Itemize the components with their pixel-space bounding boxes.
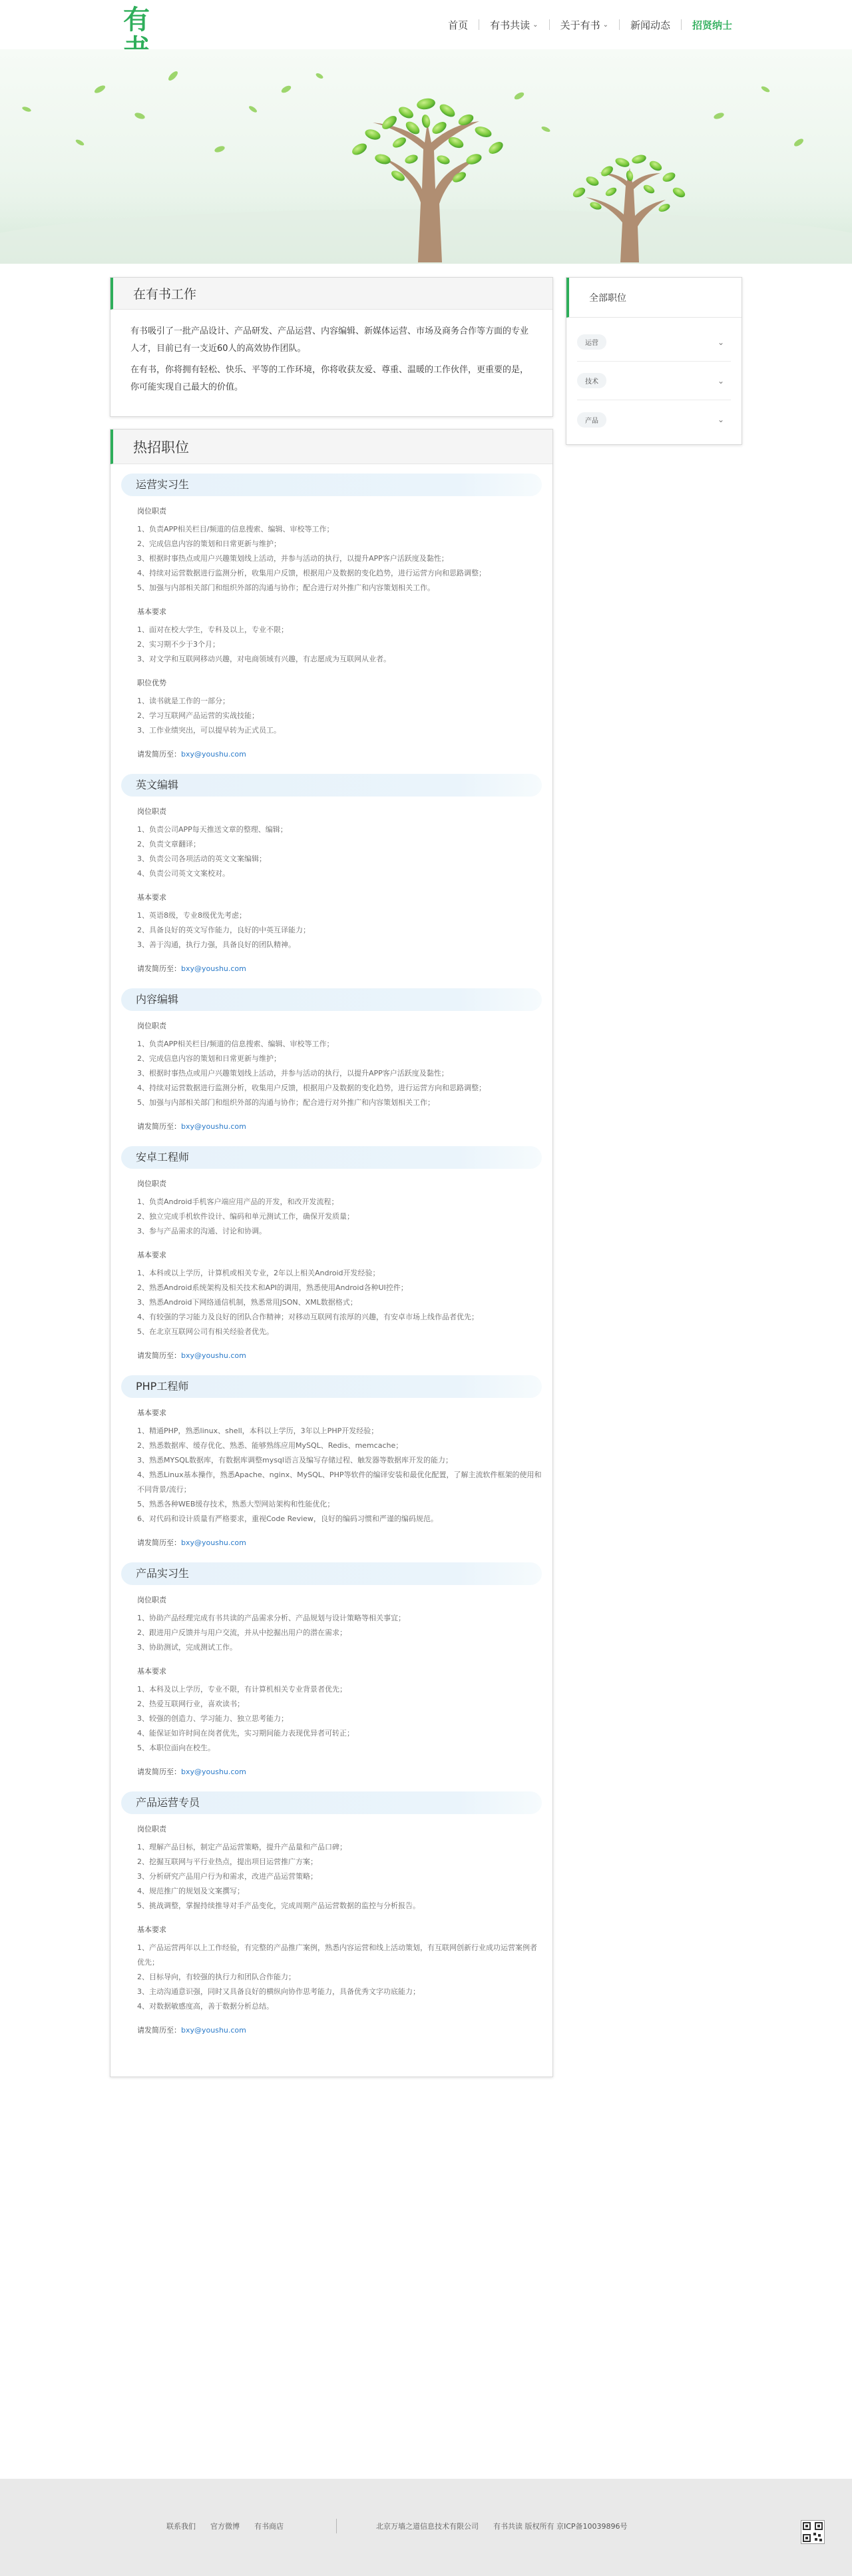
job-section [121, 1020, 542, 1110]
list-item: 4、对数据敏感度高，善于数据分析总结。 [137, 2002, 274, 2011]
section-heading: 岗位职责 [137, 507, 166, 515]
list-item: 2、负责文章翻译； [137, 840, 200, 848]
contact-email-link[interactable]: bxy@youshu.com [181, 2026, 246, 2035]
list-item: 4、规范推广的规划及文案撰写； [137, 1887, 244, 1895]
list-item: 1、本科或以上学历，计算机或相关专业，2年以上相关Android开发经验； [137, 1269, 380, 1277]
footer-link-store[interactable]: 有书商店 [254, 2522, 284, 2531]
list-item: 4、负责公司英文文案校对。 [137, 869, 230, 878]
contact-line [121, 1766, 542, 1777]
list-item: 4、能保证如许时间在岗者优先，实习期间能力表现优异者可转正； [137, 1729, 354, 1738]
contact-label: 请发简历至： [137, 1351, 181, 1360]
job-posting [121, 1146, 542, 1361]
section-heading: 基本要求 [137, 893, 166, 902]
footer-link-contact[interactable]: 联系我们 [166, 2522, 196, 2531]
logo-glyph: 有 [123, 5, 150, 35]
list-item: 4、持续对运营数据进行监测分析，收集用户反馈，根据用户及数据的变化趋势，进行运营方向和思路调整； [137, 1084, 486, 1092]
nav-youshu-reading[interactable] [490, 18, 538, 32]
job-posting [121, 1562, 542, 1777]
contact-label: 请发简历至： [137, 750, 181, 759]
section-heading: 岗位职责 [137, 1179, 166, 1188]
list-item: 1、负责公司APP每天推送文章的整理、编辑； [137, 825, 288, 834]
list-item: 1、面对在校大学生，专科及以上，专业不限； [137, 625, 288, 634]
job-section [121, 1823, 542, 1913]
category-list [566, 318, 742, 444]
section-heading: 基本要求 [137, 1251, 166, 1259]
list-item: 1、产品运营两年以上工作经验，有完整的产品推广案例，熟悉内容运营和线上活动策划，有互联网创新行业成功运营案例者优先； [137, 1943, 537, 1967]
list-item: 5、本职位面向在校生。 [137, 1744, 215, 1752]
contact-line [121, 749, 542, 759]
list-item: 1、负责Android手机客户端应用产品的开发，和改开发流程； [137, 1197, 339, 1206]
category-tech[interactable] [577, 362, 731, 400]
jobs-title: 热招职位 [110, 430, 552, 464]
main-nav [428, 0, 732, 49]
list-item: 3、分析研究产品用户行为和需求，改进产品运营策略； [137, 1872, 318, 1881]
list-item: 1、精通PHP，熟悉linux、shell，本科以上学历，3年以上PHP开发经验； [137, 1427, 379, 1435]
section-heading: 岗位职责 [137, 1825, 166, 1833]
job-section [121, 1924, 542, 2014]
contact-line [121, 1350, 542, 1361]
list-item: 3、熟悉Android下网络通信机制，熟悉常用JSON、XML数据格式； [137, 1298, 357, 1307]
contact-label: 请发简历至： [137, 1768, 181, 1776]
job-section [121, 1666, 542, 1756]
footer-copyright [376, 2521, 642, 2531]
list-item: 5、熟悉各种WEB缓存技术，熟悉大型网站架构和性能优化； [137, 1500, 335, 1508]
job-title[interactable]: PHP工程师 [121, 1375, 542, 1398]
footer-links [166, 2521, 298, 2531]
contact-label: 请发简历至： [137, 2026, 181, 2035]
contact-email-link[interactable]: bxy@youshu.com [181, 1768, 246, 1776]
top-navigation-bar [0, 0, 852, 49]
list-item: 1、协助产品经理完成有书共读的产品需求分析、产品规划与设计策略等相关事宜； [137, 1614, 405, 1622]
nav-divider [681, 19, 682, 30]
job-posting [121, 1791, 542, 2035]
contact-email-link[interactable]: bxy@youshu.com [181, 1122, 246, 1131]
job-posting [121, 474, 542, 759]
job-posting [121, 1375, 542, 1548]
job-section [121, 606, 542, 667]
nav-news[interactable] [630, 18, 670, 32]
list-item: 2、熟悉Android系统架构及相关技术和API的调用，熟悉使用Android各种UI控件； [137, 1283, 408, 1292]
list-item: 3、根据时事热点或用户兴趣策划线上活动，并参与活动的执行，以提升APP客户活跃度及黏性； [137, 1069, 449, 1078]
sidebar-title: 全部职位 [566, 278, 742, 318]
category-label: 运营 [577, 334, 606, 350]
nav-careers[interactable] [692, 18, 732, 32]
list-item: 3、善于沟通，执行力强，具备良好的团队精神。 [137, 940, 296, 949]
footer-divider [336, 2519, 337, 2533]
chevron-down-icon: ⌄ [717, 337, 724, 347]
job-section [121, 1594, 542, 1655]
category-label: 产品 [577, 412, 606, 428]
list-item: 1、本科及以上学历，专业不限，有计算机相关专业背景者优先； [137, 1685, 347, 1694]
job-title[interactable]: 产品实习生 [121, 1562, 542, 1585]
list-item: 3、参与产品需求的沟通、讨论和协调。 [137, 1227, 266, 1235]
list-item: 6、对代码和设计质量有严格要求，重视Code Review，良好的编码习惯和严谨的编码规范。 [137, 1514, 438, 1523]
contact-email-link[interactable]: bxy@youshu.com [181, 1538, 246, 1547]
contact-label: 请发简历至： [137, 964, 181, 973]
contact-label: 请发简历至： [137, 1538, 181, 1547]
chevron-down-icon: ⌄ [602, 21, 608, 29]
list-item: 2、实习期不少于3个月； [137, 640, 220, 649]
nav-divider [619, 19, 620, 30]
section-heading: 岗位职责 [137, 1596, 166, 1604]
category-label: 技术 [577, 373, 606, 388]
chevron-down-icon: ⌄ [717, 415, 724, 424]
section-heading: 基本要求 [137, 607, 166, 616]
contact-email-link[interactable]: bxy@youshu.com [181, 750, 246, 759]
job-title[interactable]: 英文编辑 [121, 774, 542, 797]
list-item: 5、在北京互联网公司有相关经验者优先。 [137, 1327, 274, 1336]
list-item: 1、负责APP相关栏目/频道的信息搜索、编辑、审校等工作； [137, 525, 334, 533]
list-item: 1、负责APP相关栏目/频道的信息搜索、编辑、审校等工作； [137, 1040, 334, 1048]
job-section [121, 1178, 542, 1239]
job-section [121, 1249, 542, 1339]
list-item: 3、主动沟通意识强，同时又具备良好的横纵向协作思考能力，具备优秀文字功底能力； [137, 1987, 420, 1996]
list-item: 3、负责公司各项活动的英文文案编辑； [137, 854, 266, 863]
list-item: 2、熟悉数据库、缓存优化、熟悉、能够熟练应用MySQL、Redis、memcache； [137, 1441, 403, 1450]
list-item: 1、理解产品目标，制定产品运营策略，提升产品量和产品口碑； [137, 1843, 347, 1851]
list-item: 2、独立完成手机软件设计、编码和单元测试工作，确保开发质量； [137, 1212, 354, 1221]
category-card [566, 277, 742, 445]
sidebar [566, 277, 742, 445]
list-item: 2、热爱互联网行业，喜欢读书； [137, 1700, 244, 1708]
job-section [121, 806, 542, 881]
nav-home-label: 首页 [448, 19, 469, 31]
list-item: 2、学习互联网产品运营的实战技能； [137, 711, 259, 720]
job-posting [121, 988, 542, 1131]
intro-paragraph: 在有书，你将拥有轻松、快乐、平等的工作环境，你将收获友爱、尊重、温暖的工作伙伴，更重要的是，你可能实现自己最大的价值。 [130, 365, 529, 392]
list-item: 2、具备良好的英文写作能力，良好的中英互译能力； [137, 926, 310, 934]
list-item: 2、跟进用户反馈并与用户交流，并从中挖掘出用户的潜在需求； [137, 1628, 347, 1637]
qr-code-icon[interactable] [801, 2520, 825, 2544]
contact-label: 请发简历至： [137, 1122, 181, 1131]
list-item: 4、熟悉Linux基本操作，熟悉Apache、nginx、MySQL、PHP等软件的编译安装和最优化配置，了解主流软件框架的使用和不同背景/流行； [137, 1470, 542, 1494]
chevron-down-icon: ⌄ [717, 376, 724, 386]
list-item: 2、挖掘互联网与平行业热点，提出项目运营推广方案； [137, 1857, 318, 1866]
list-item: 5、加强与内部相关部门和组织外部的沟通与协作；配合进行对外推广和内容策划相关工作； [137, 1098, 435, 1107]
footer [0, 2479, 852, 2576]
nav-divider [549, 19, 550, 30]
contact-line [121, 963, 542, 974]
section-heading: 岗位职责 [137, 1022, 166, 1030]
jobs-list [110, 464, 552, 2077]
job-title[interactable]: 内容编辑 [121, 988, 542, 1011]
intro-body [110, 310, 552, 416]
tree-illustration [0, 49, 852, 264]
list-item: 2、完成信息内容的策划和日常更新与维护； [137, 1054, 281, 1063]
job-title[interactable]: 运营实习生 [121, 474, 542, 496]
nav-youshu-reading-label: 有书共读 [490, 19, 531, 31]
job-title[interactable]: 产品运营专员 [121, 1791, 542, 1814]
list-item: 4、持续对运营数据进行监测分析，收集用户反馈，根据用户及数据的变化趋势，进行运营方向和思路调整； [137, 569, 486, 577]
list-item: 5、加强与内部相关部门和组织外部的沟通与协作；配合进行对外推广和内容策划相关工作。 [137, 583, 435, 592]
section-heading: 职位优势 [137, 679, 166, 687]
list-item: 4、有较强的学习能力及良好的团队合作精神；对移动互联网有浓厚的兴趣，有安卓市场上线作品者优先； [137, 1313, 479, 1321]
job-section [121, 677, 542, 738]
nav-news-label: 新闻动态 [630, 19, 670, 31]
main-content [110, 277, 553, 2077]
section-heading: 基本要求 [137, 1925, 166, 1934]
list-item: 5、挑战调整，掌握持续推导对手产品变化，完成周期产品运营数据的监控与分析报告。 [137, 1901, 420, 1910]
job-posting [121, 774, 542, 974]
nav-home[interactable] [448, 18, 468, 32]
contact-line [121, 2025, 542, 2035]
intro-card [110, 277, 553, 417]
footer-icp: 有书共读 版权所有 京ICP备10039896号 [493, 2522, 628, 2531]
list-item: 3、根据时事热点或用户兴趣策划线上活动，并参与活动的执行，以提升APP客户活跃度及黏性； [137, 554, 449, 563]
nav-about[interactable] [560, 18, 608, 32]
category-product[interactable] [577, 400, 731, 439]
category-operations[interactable] [577, 323, 731, 362]
footer-company: 北京万墙之道信息技术有限公司 [376, 2522, 479, 2531]
contact-email-link[interactable]: bxy@youshu.com [181, 964, 246, 973]
job-section [121, 505, 542, 595]
contact-line [121, 1121, 542, 1131]
contact-email-link[interactable]: bxy@youshu.com [181, 1351, 246, 1360]
list-item: 1、英语8级，专业8级优先考虑； [137, 911, 246, 920]
list-item: 3、熟悉MYSQL数据库，有数据库调整mysql语言及编写存储过程、触发器等数据库开发的能力； [137, 1456, 453, 1464]
youshu-logo[interactable] [120, 5, 153, 44]
intro-paragraph: 有书吸引了一批产品设计、产品研发、产品运营、内容编辑、新媒体运营、市场及商务合作等方面的专业人才，目前已有一支近60人的高效协作团队。 [130, 326, 529, 354]
jobs-card [110, 429, 553, 2077]
list-item: 2、目标导向，有较强的执行力和团队合作能力； [137, 1973, 296, 1981]
section-heading: 岗位职责 [137, 807, 166, 816]
list-item: 3、对文学和互联网移动兴趣，对电商领域有兴趣，有志愿成为互联网从业者。 [137, 655, 391, 663]
chevron-down-icon: ⌄ [532, 21, 538, 29]
hero-banner [0, 49, 852, 264]
nav-about-label: 关于有书 [560, 19, 600, 31]
nav-careers-label: 招贤纳士 [692, 19, 732, 31]
job-section [121, 1407, 542, 1526]
job-title[interactable]: 安卓工程师 [121, 1146, 542, 1169]
section-heading: 基本要求 [137, 1667, 166, 1676]
list-item: 3、较强的创造力、学习能力、独立思考能力； [137, 1714, 288, 1723]
list-item: 1、读书就是工作的一部分； [137, 697, 230, 705]
contact-line [121, 1537, 542, 1548]
list-item: 3、协助测试，完成测试工作。 [137, 1643, 237, 1652]
list-item: 3、工作业绩突出，可以提早转为正式员工。 [137, 726, 281, 735]
job-section [121, 892, 542, 952]
intro-title: 在有书工作 [110, 278, 552, 310]
list-item: 2、完成信息内容的策划和日常更新与维护； [137, 539, 281, 548]
footer-link-weibo[interactable]: 官方微博 [210, 2522, 240, 2531]
section-heading: 基本要求 [137, 1409, 166, 1417]
